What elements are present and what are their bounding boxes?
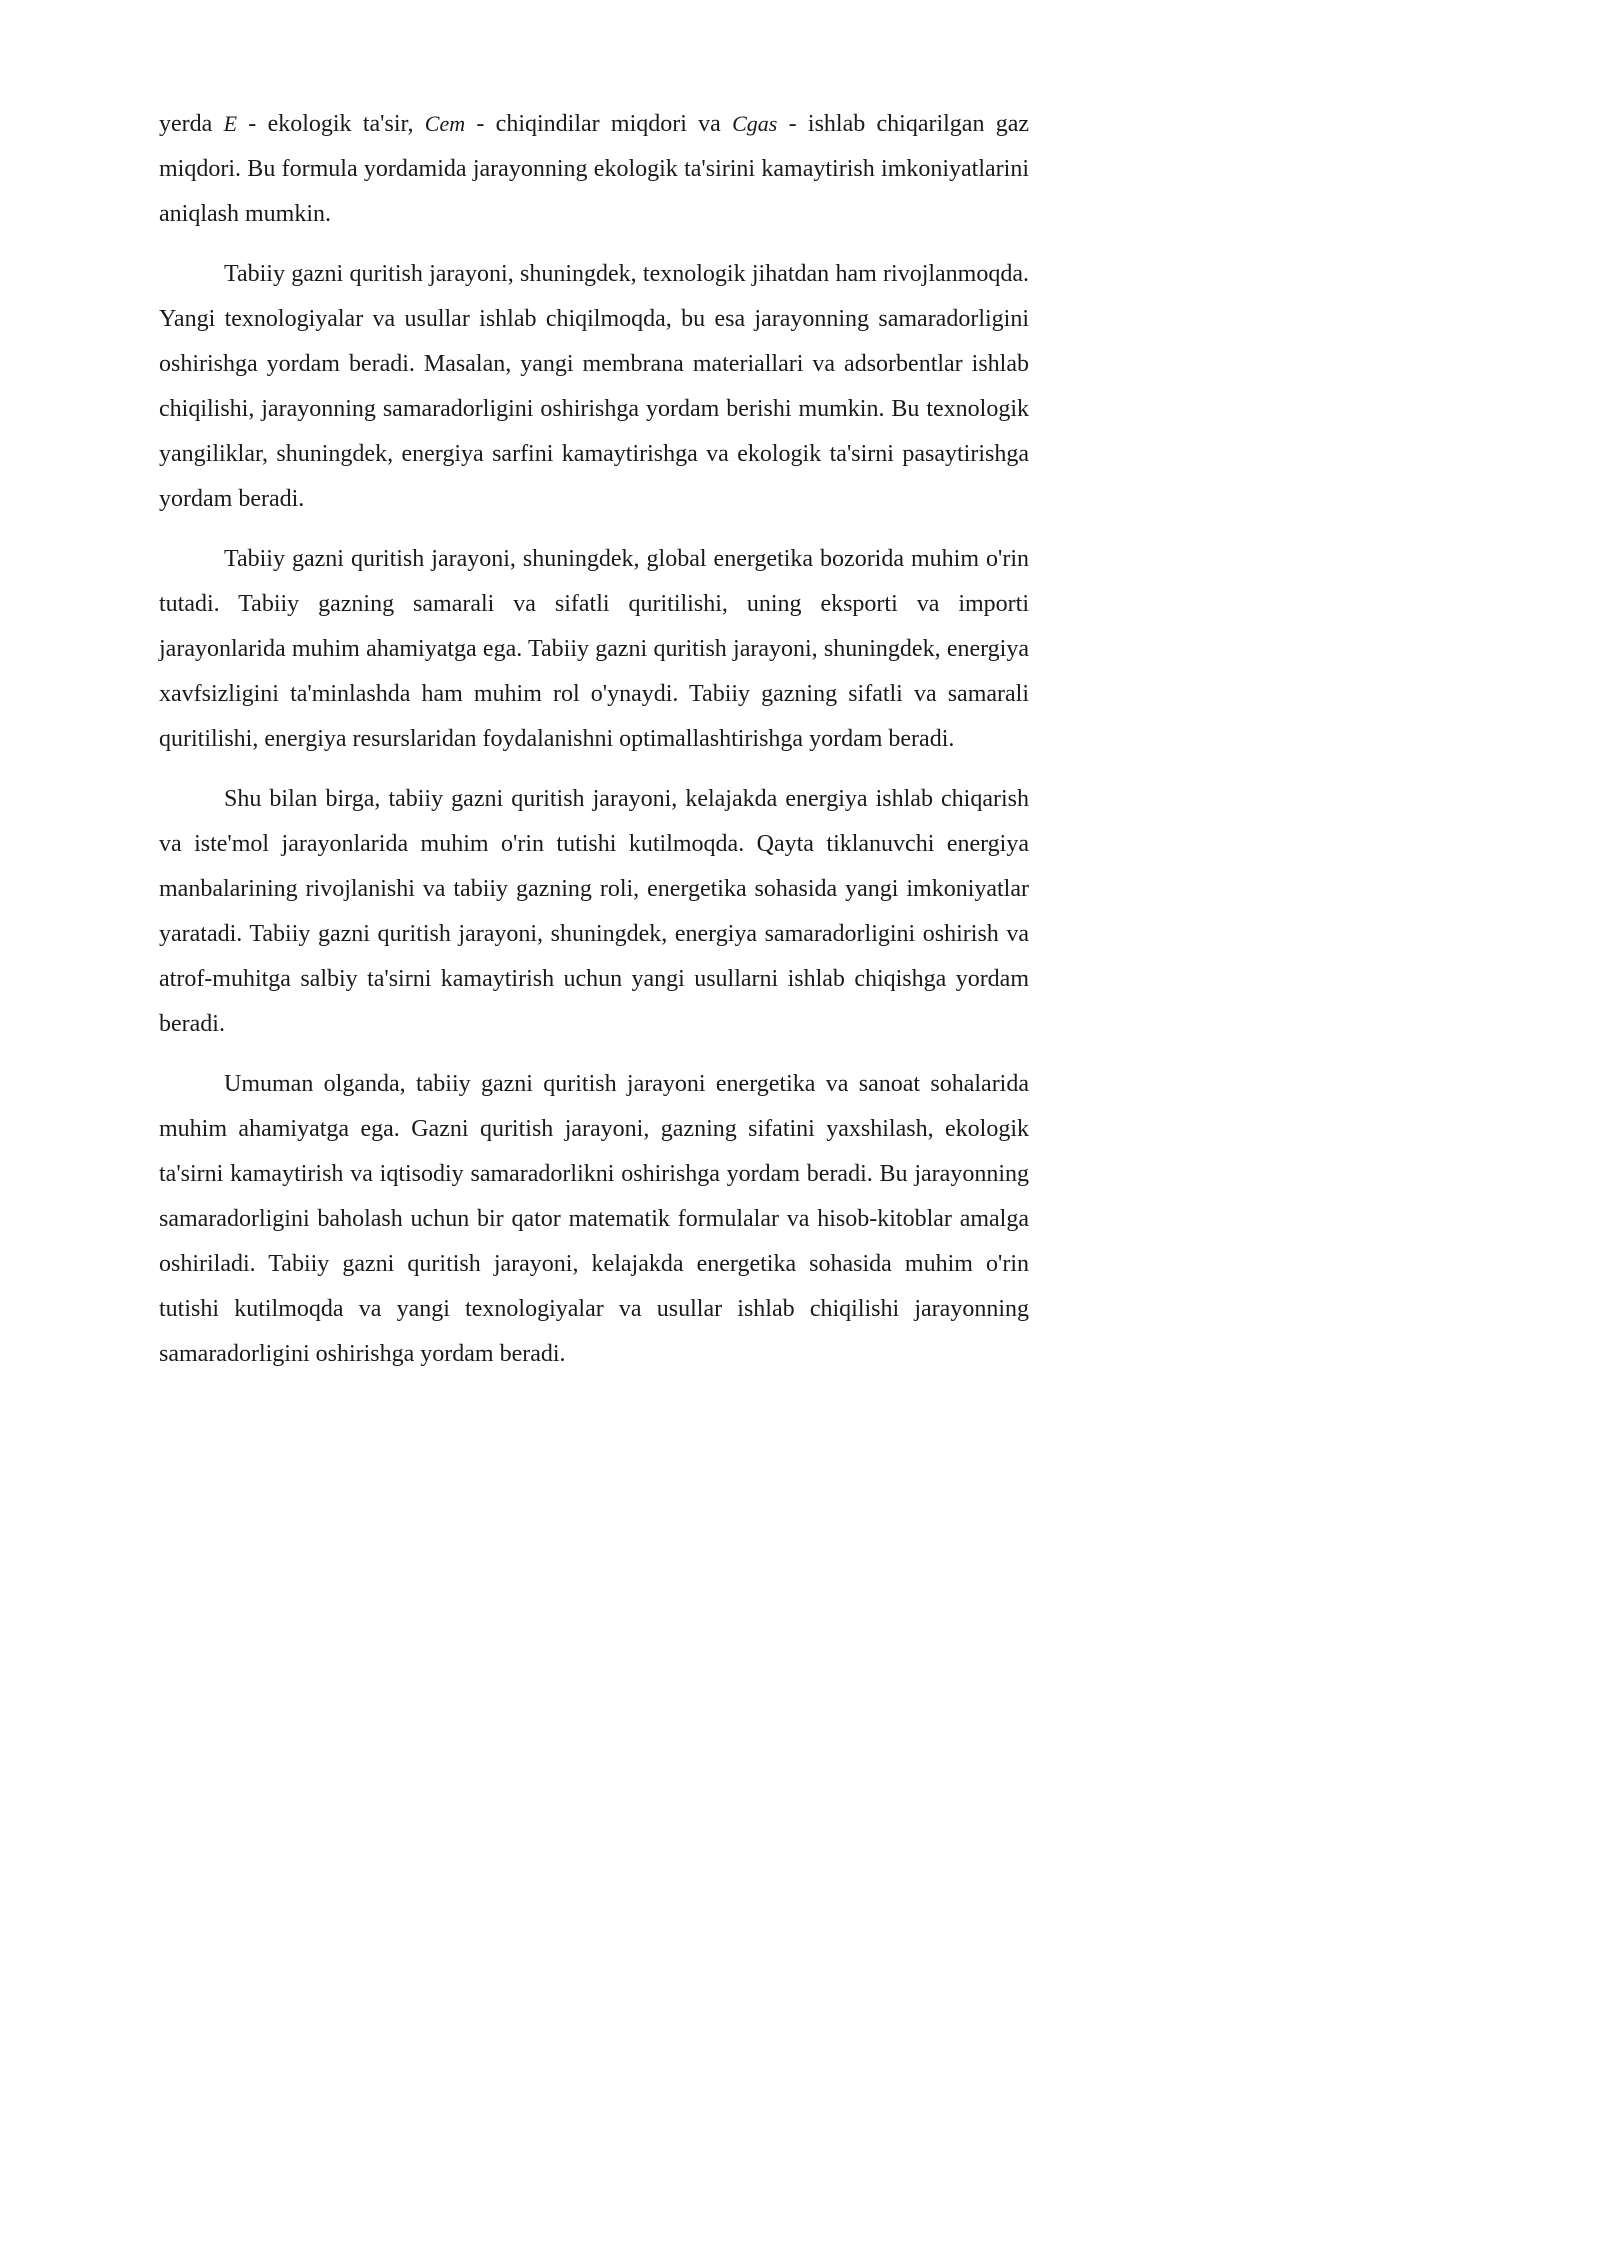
- body-text: [159, 101, 1029, 1392]
- paragraph-future: Shu bilan birga, tabiiy gazni quritish jarayoni, kelajakda energiya ishlab chiqarish va iste'mol jarayonlarida muhim o'rin tutishi kutilmoqda. Qayta tiklanuvchi energiya manbalarining rivojlanishi va tabiiy gazning roli, energetika sohasida yangi imkoniyatlar yaratadi. Tabiiy gazni quritish jarayoni, shuningdek, energiya samaradorligini oshirish va atrof-muhitga salbiy ta'sirni kamaytirish uchun yangi usullarni ishlab chiqishga yordam beradi.: [159, 786, 1029, 1037]
- paragraph-conclusion: Umuman olganda, tabiiy gazni quritish jarayoni energetika va sanoat sohalarida muhim ahamiyatga ega. Gazni quritish jarayoni, gazning sifatini yaxshilash, ekologik ta'sirni kamaytirish va iqtisodiy samaradorlikni oshirishga yordam beradi. Bu jarayonning samaradorligini baholash uchun bir qator matematik formulalar va hisob-kitoblar amalga oshiriladi. Tabiiy gazni quritish jarayoni, kelajakda energetika sohasida muhim o'rin tutishi kutilmoqda va yangi texnologiyalar va usullar ishlab chiqilishi jarayonning samaradorligini oshirishga yordam beradi.: [159, 1071, 1029, 1367]
- variable-cem: Cem: [424, 111, 466, 136]
- paragraph-formula-explanation: [159, 101, 1029, 237]
- text-run: - ishlab chiqarilgan gaz miqdori. Bu formula yordamida jarayonning ekologik ta'sirini kamaytirish imkoniyatlarini aniqlash mumkin.: [159, 111, 1030, 227]
- variable-cgas: Cgas: [732, 111, 778, 136]
- paragraph-global-market: Tabiiy gazni quritish jarayoni, shuningdek, global energetika bozorida muhim o'rin tutadi. Tabiiy gazning samarali va sifatli quritilishi, uning eksporti va importi jarayonlarida muhim ahamiyatga ega. Tabiiy gazni quritish jarayoni, shuningdek, energiya xavfsizligini ta'minlashda ham muhim rol o'ynaydi. Tabiiy gazning sifatli va samarali quritilishi, energiya resurslaridan foydalanishni optimallashtirishga yordam beradi.: [159, 546, 1029, 752]
- document-page: [0, 0, 1103, 1560]
- paragraph-technology: Tabiiy gazni quritish jarayoni, shuningdek, texnologik jihatdan ham rivojlanmoqda. Yangi texnologiyalar va usullar ishlab chiqilmoqda, bu esa jarayonning samaradorligini oshirishga yordam beradi. Masalan, yangi membrana materiallari va adsorbentlar ishlab chiqilishi, jarayonning samaradorligini oshirishga yordam berishi mumkin. Bu texnologik yangiliklar, shuningdek, energiya sarfini kamaytirishga va ekologik ta'sirni pasaytirishga yordam beradi.: [159, 261, 1029, 512]
- variable-e: E: [223, 111, 238, 136]
- text-run: - chiqindilar miqdori va: [465, 111, 733, 137]
- text-run: yerda: [159, 111, 224, 137]
- text-run: - ekologik ta'sir,: [237, 111, 425, 137]
